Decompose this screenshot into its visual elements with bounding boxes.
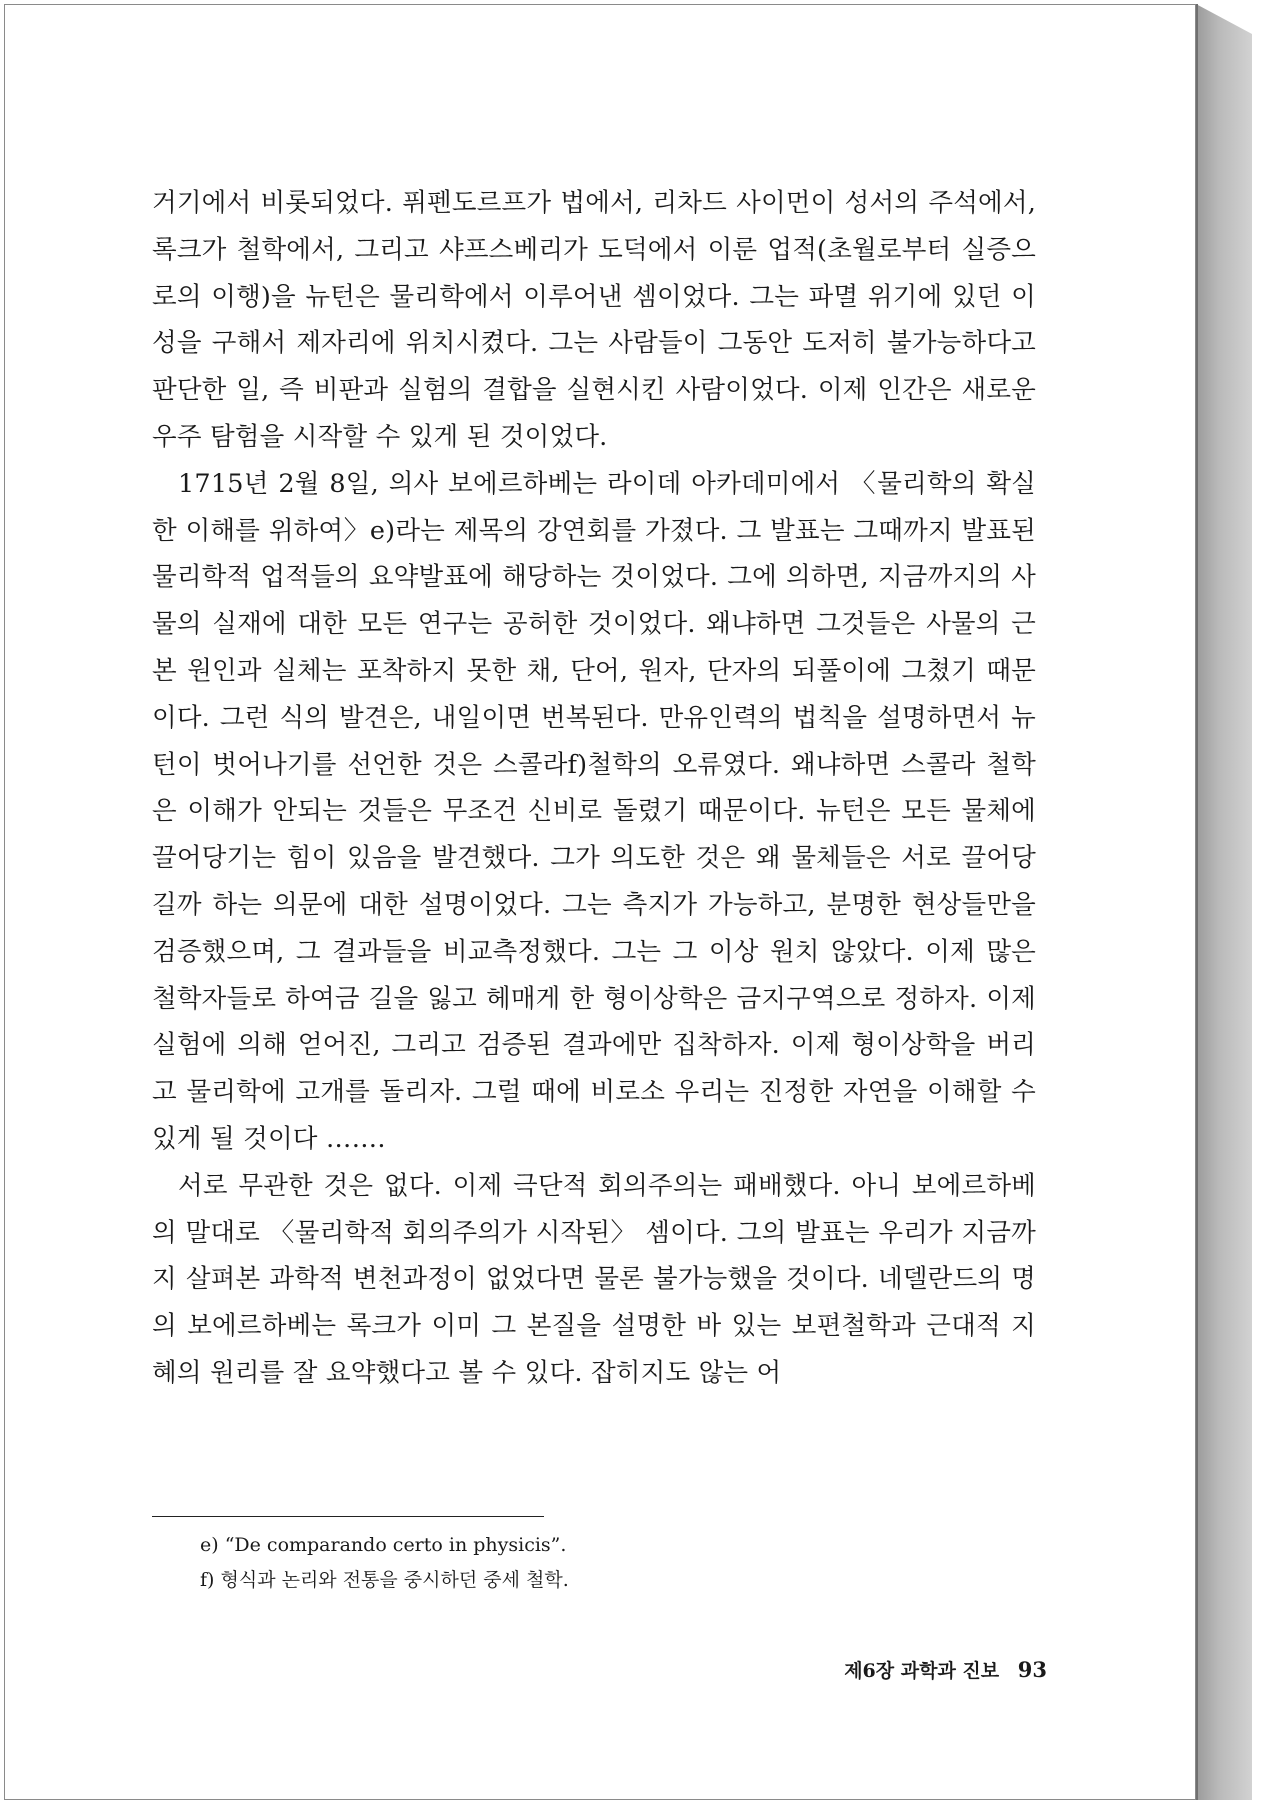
footnote-divider bbox=[152, 1516, 544, 1517]
paragraph-1: 거기에서 비롯되었다. 퓌펜도르프가 법에서, 리차드 사이먼이 성서의 주석에서, 록크가 철학에서, 그리고 샤프스베리가 도덕에서 이룬 업적(초월로부터 실증으로의 이행)을 뉴턴은 물리학에서 이루어낸 셈이었다. 그는 파멸 위기에 있던 이성을 구해서 제자리에 위치시켰다. 그는 사람들이 그동안 도저히 불가능하다고 판단한 일, 즉 비판과 실험의 결합을 실현시킨 사람이었다. 이제 인간은 새로운 우주 탐험을 시작할 수 있게 된 것이었다. bbox=[152, 188, 1036, 452]
body-text bbox=[152, 180, 1036, 1397]
footnote-e: e) “De comparando certo in physicis”. bbox=[200, 1534, 567, 1556]
paragraph-2: 1715년 2월 8일, 의사 보에르하베는 라이데 아카데미에서 〈물리학의 확실한 이해를 위하여〉e)라는 제목의 강연회를 가졌다. 그 발표는 그때까지 발표된 물리학적 업적들의 요약발표에 해당하는 것이었다. 그에 의하면, 지금까지의 사물의 실재에 대한 모든 연구는 공허한 것이었다. 왜냐하면 그것들은 사물의 근본 원인과 실체는 포착하지 못한 채, 단어, 원자, 단자의 되풀이에 그쳤기 때문이다. 그런 식의 발견은, 내일이면 번복된다. 만유인력의 법칙을 설명하면서 뉴턴이 벗어나기를 선언한 것은 스콜라f)철학의 오류였다. 왜냐하면 스콜라 철학은 이해가 안되는 것들은 무조건 신비로 돌렸기 때문이다. 뉴턴은 모든 물체에 끌어당기는 힘이 있음을 발견했다. 그가 의도한 것은 왜 물체들은 서로 끌어당길까 하는 의문에 대한 설명이었다. 그는 측지가 가능하고, 분명한 현상들만을 검증했으며, 그 결과들을 비교측정했다. 그는 그 이상 원치 않았다. 이제 많은 철학자들로 하여금 길을 잃고 헤매게 한 형이상학은 금지구역으로 정하자. 이제 실험에 의해 얻어진, 그리고 검증된 결과에만 집착하자. 이제 형이상학을 버리고 물리학에 고개를 돌리자. 그럴 때에 비로소 우리는 진정한 자연을 이해할 수 있게 될 것이다 ……. bbox=[152, 468, 1036, 1154]
footnotes bbox=[200, 1528, 1000, 1598]
paragraph-3: 서로 무관한 것은 없다. 이제 극단적 회의주의는 패배했다. 아니 보에르하베의 말대로 〈물리학적 회의주의가 시작된〉 셈이다. 그의 발표는 우리가 지금까지 살펴본 과학적 변천과정이 없었다면 물론 불가능했을 것이다. 네델란드의 명의 보에르하베는 록크가 이미 그 본질을 설명한 바 있는 보편철학과 근대적 지혜의 원리를 잘 요약했다고 볼 수 있다. 잡히지도 않는 어 bbox=[152, 1170, 1036, 1388]
running-head: 제6장 과학과 진보 bbox=[844, 1660, 1000, 1682]
footnote-f: f) 형식과 논리와 전통을 중시하던 중세 철학. bbox=[200, 1569, 569, 1591]
page-number: 93 bbox=[1017, 1657, 1047, 1682]
book-page-edge bbox=[1196, 4, 1252, 1800]
page-footer bbox=[844, 1656, 1047, 1683]
